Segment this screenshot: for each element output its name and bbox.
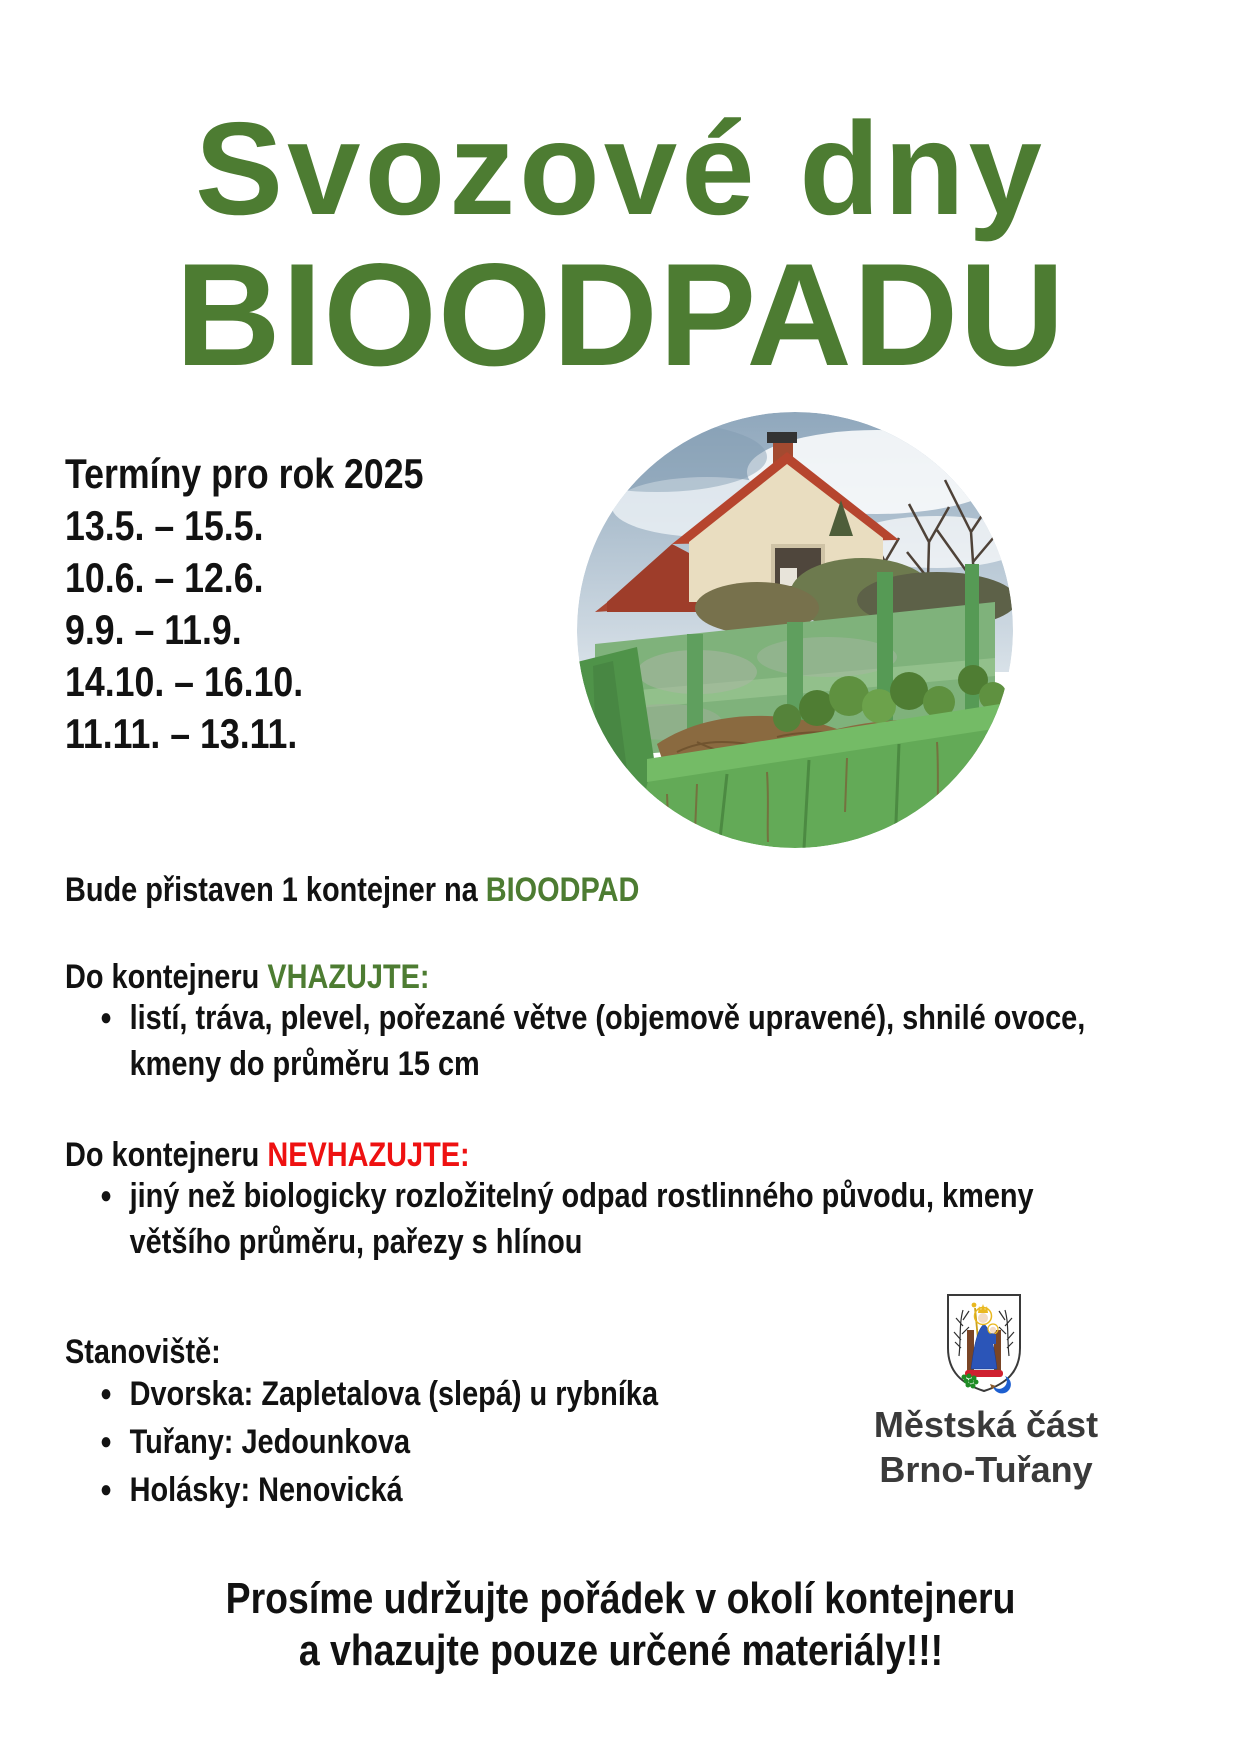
schedule-date-row: 14.10. – 16.10. bbox=[65, 658, 304, 705]
forbidden-keyword: NEVHAZUJTE: bbox=[267, 1136, 470, 1174]
container-note-highlight: BIOODPAD bbox=[485, 871, 640, 909]
allowed-item: listí, tráva, plevel, pořezané větve (objemově upravené), shnilé ovoce, kmeny do průměru 15 cm bbox=[129, 999, 1086, 1083]
container-note-text bbox=[65, 869, 639, 911]
schedule-heading: Termíny pro rok 2025 bbox=[65, 450, 424, 497]
municipality-coat-of-arms bbox=[944, 1292, 1024, 1394]
allowed-keyword: VHAZUJTE: bbox=[267, 958, 430, 996]
footer-notice-line1: Prosíme udržujte pořádek v okolí kontejneru bbox=[225, 1574, 1016, 1623]
bullet-icon: ● bbox=[99, 1476, 113, 1503]
schedule-date-row: 11.11. – 13.11. bbox=[65, 710, 298, 757]
municipality-name-line2: Brno-Tuřany bbox=[879, 1449, 1093, 1490]
schedule-date-row: 9.9. – 11.9. bbox=[65, 606, 242, 653]
forbidden-heading bbox=[65, 1134, 541, 1176]
container-note bbox=[65, 869, 741, 911]
container-photo bbox=[577, 412, 1013, 848]
forbidden-list bbox=[65, 1173, 1107, 1265]
container-note-prefix: Bude přistaven 1 kontejner na bbox=[65, 871, 486, 909]
bullet-icon: ● bbox=[99, 1428, 113, 1455]
locations-heading-text: Stanoviště: bbox=[65, 1333, 221, 1371]
municipality-name bbox=[836, 1402, 1136, 1492]
footer-notice-line2: a vhazujte pouze určené materiály!!! bbox=[298, 1626, 943, 1675]
forbidden-item: jiný než biologicky rozložitelný odpad rostlinného původu, kmeny většího průměru, pařezy s hlínou bbox=[129, 1177, 1034, 1261]
list-item bbox=[65, 995, 1107, 1087]
schedule-date-row: 10.6. – 12.6. bbox=[65, 554, 264, 601]
bullet-icon: ● bbox=[99, 1380, 113, 1407]
bullet-icon: ● bbox=[99, 1004, 113, 1031]
allowed-heading-prefix: Do kontejneru bbox=[65, 958, 268, 996]
forbidden-heading-prefix: Do kontejneru bbox=[65, 1136, 268, 1174]
forbidden-heading-text bbox=[65, 1134, 470, 1176]
list-item bbox=[65, 1173, 1107, 1265]
location-item: Holásky: Nenovická bbox=[129, 1471, 403, 1509]
page-title: Svozové dny bbox=[195, 95, 1046, 242]
schedule-date-row: 13.5. – 15.5. bbox=[65, 502, 264, 549]
allowed-heading bbox=[65, 956, 494, 998]
location-item: Tuřany: Jedounkova bbox=[129, 1423, 411, 1461]
allowed-list bbox=[65, 995, 1107, 1087]
bullet-icon: ● bbox=[99, 1182, 113, 1209]
schedule-block bbox=[65, 448, 487, 760]
location-item: Dvorska: Zapletalova (slepá) u rybníka bbox=[129, 1375, 659, 1413]
municipality-name-line1: Městská část bbox=[873, 1404, 1099, 1445]
page-subtitle: BIOODPADU bbox=[175, 233, 1066, 396]
allowed-heading-text bbox=[65, 956, 430, 998]
locations-heading bbox=[65, 1331, 248, 1373]
